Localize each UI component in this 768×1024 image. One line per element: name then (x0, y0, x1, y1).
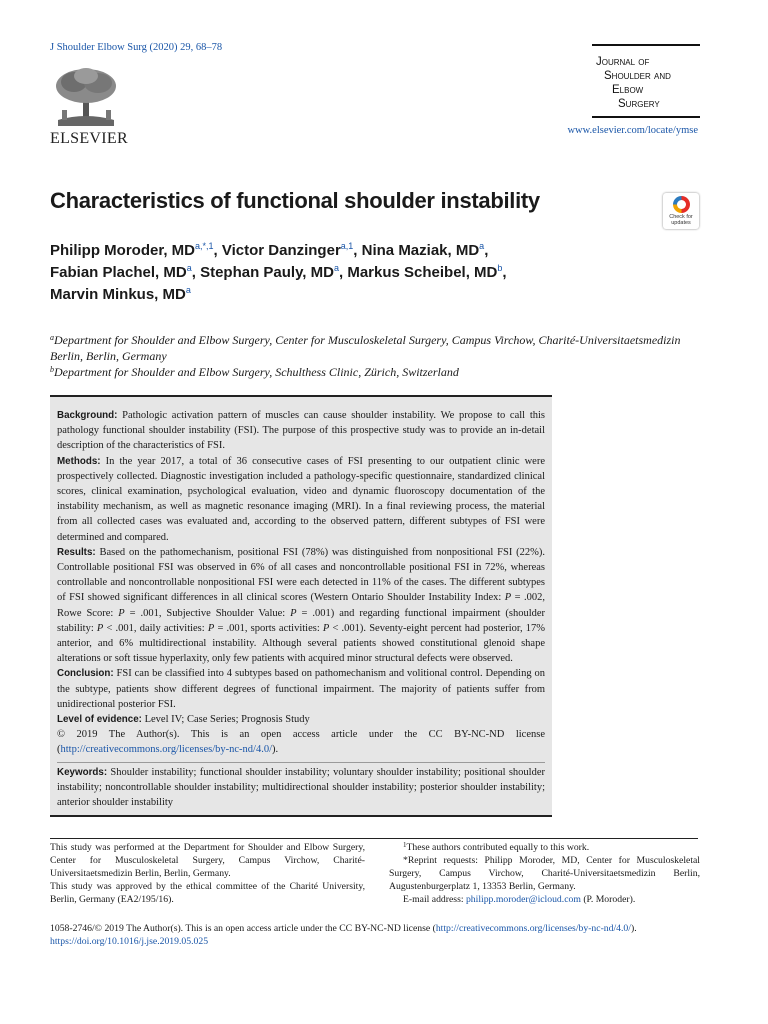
affiliation-a: $^a$Department for Shoulder and Elbow Surgery, Center for Musculoskeletal Surgery, Campus Virchow, Charité-Universitaetsmedizin Berlin, Berlin, Germany (50, 333, 681, 363)
author-affiliation-sup[interactable]: a (479, 241, 485, 251)
affiliation-b: $^b$Department for Shoulder and Elbow Surgery, Schulthess Clinic, Zürich, Switzerland (50, 365, 459, 379)
elsevier-tree-logo-icon (50, 66, 122, 128)
abstract-keywords: Keywords: Shoulder instability; functional shoulder instability; voluntary shoulder instability; positional shoulder instability; noncontrollable shoulder instability; multidirectional shoulder instability; posterior shoulder instability; anterior shoulder instability (57, 766, 546, 809)
publisher-name: ELSEVIER (50, 130, 128, 147)
footnote-ethics: This study was approved by the ethical committee of the Charité University, Berlin, Germany (EA2/195/16). (50, 881, 365, 905)
abstract-background: Background: Pathologic activation pattern of muscles can cause shoulder instability. We propose to call this pathology functional shoulder instability (FSI). The purpose of this prospective study was to provide an in-detail description of the characteristics of FSI. (57, 410, 545, 452)
author-name: Stephan Pauly, MD (200, 264, 334, 281)
journal-url-link[interactable]: www.elsevier.com/locate/ymse (567, 125, 698, 136)
author-affiliation-sup[interactable]: a,1 (340, 241, 354, 251)
journal-masthead (592, 44, 700, 118)
abstract-box (50, 395, 552, 817)
publication-info (50, 922, 710, 948)
keywords-divider (57, 762, 545, 763)
issn-license: 1058-2746/© 2019 The Author(s). This is an open access article under the CC BY-NC-ND license (http://creativecommons.org/licenses/by-nc-nd/4.0/). (50, 923, 637, 934)
footnotes-left (50, 841, 365, 906)
author-affiliation-sup[interactable]: a (186, 263, 192, 273)
doi-link[interactable]: https://doi.org/10.1016/j.jse.2019.05.025 (50, 936, 209, 947)
author-list: Philipp Moroder, $MD^{a,*,1}$, Victor Danzinger$^{a,1}$, Nina Maziak, $MD^a$, Fabian Plachel, $MD^a$, Stephan Pauly, $MD^a$, Markus Scheibel, $MD^b$, Marvin Minkus, $MD^a$ (50, 241, 507, 303)
license-link[interactable]: http://creativecommons.org/licenses/by-nc-nd/4.0/ (435, 923, 631, 934)
journal-name-line: Shoulder and (604, 70, 671, 82)
abstract-conclusion: Conclusion: FSI can be classified into 4 subtypes based on pathomechanism and volitional control. Depending on the subtype, patients show different degrees of functional impairment. The majority of patients suffer from unidirectional posterior FSI. (57, 668, 546, 710)
footnote-divider (50, 838, 698, 839)
journal-name-line: Journal of (596, 56, 650, 68)
journal-name-line: Elbow (612, 84, 644, 96)
badge-label: Check for updates (669, 214, 693, 226)
crossmark-icon (673, 196, 690, 213)
author-affiliation-sup[interactable]: a,*,1 (195, 241, 214, 251)
author-name: Marvin Minkus, MD (50, 286, 186, 303)
abstract-copyright: © 2019 The Author(s). This is an open access article under the CC BY-NC-ND license (http://creativecommons.org/licenses/by-nc-nd/4.0/). (57, 729, 545, 756)
author-name: Philipp Moroder, MD (50, 242, 195, 259)
abstract-methods: Methods: In the year 2017, a total of 36 consecutive cases of FSI presenting to our outpatient clinic were prospectively collected. Diagnostic investigation included a pathology-specific questionnaire, standardized clinical scores, clinical examination, psychological evaluation, video and dynamic fluoroscopy documentation of the instability mechanism, as well as magnetic resonance imaging (MRI). In a final reviewing process, the material from all collected cases was evaluated and, according to the observed pattern, different subtypes of FSI were determined and compared. (57, 455, 545, 543)
journal-name-line: Surgery (618, 98, 660, 110)
affiliations (50, 332, 690, 380)
check-for-updates-badge[interactable] (663, 193, 699, 229)
email-link[interactable]: philipp.moroder@icloud.com (465, 894, 581, 905)
journal-citation[interactable]: J Shoulder Elbow Surg (2020) 29, 68–78 (50, 42, 223, 53)
author-name: Markus Scheibel, MD (347, 264, 498, 281)
abstract-results: Results: Based on the pathomechanism, positional FSI (78%) was distinguished from nonpositional FSI (22%). Controllable positional FSI was observed in 6% of all cases and noncontrollable positional FSI in 72%, whereas controllable and noncontrollable nonpositional FSI were each detected in 11% of the cases. The different subtypes of FSI showed significant differences in all clinical scores (Western Ontario Shoulder Instability Index: P = .002, Rowe Score: P = .001, Subjective Shoulder Value: P = .001) and regarding functional impairment (shoulder stability: P < .001, daily activities: P = .001, sports activities: P < .001). Seventy-eight percent had posterior, 17% anterior, and 6% multidirectional instability. Although several patients showed constitutional glenoid shape alterations or soft tissue hyperlaxity, only few patients with acquired minor structural defects were observed. (57, 546, 546, 665)
author-affiliation-sup[interactable]: b (497, 263, 503, 273)
author-affiliation-sup[interactable]: a (333, 263, 339, 273)
license-link[interactable]: http://creativecommons.org/licenses/by-nc-nd/4.0/ (60, 744, 273, 756)
footnote-email: E-mail address: philipp.moroder@icloud.com (P. Moroder). (403, 894, 636, 905)
author-name: Victor Danzinger (221, 242, 341, 259)
author-affiliation-sup[interactable]: a (185, 285, 191, 295)
footnote-institution: This study was performed at the Department for Shoulder and Elbow Surgery, Center for Musculoskeletal Surgery, Campus Virchow, Charité-Universitaetsmedizin Berlin, Berlin, Germany. (50, 842, 365, 879)
footnote-equal-contribution: $^1$These authors contributed equally to this work. (403, 841, 590, 853)
abstract-text (57, 408, 545, 810)
author-name: Fabian Plachel, MD (50, 264, 187, 281)
footnotes-right (389, 841, 700, 906)
author-name: Nina Maziak, MD (361, 242, 480, 259)
footnote-reprint-requests: *Reprint requests: Philipp Moroder, MD, Center for Musculoskeletal Surgery, Campus Virchow, Charité-Universitaetsmedizin Berlin, Augustenburgerplatz 1, 13353 Berlin, Germany. (389, 855, 700, 892)
article-title: Characteristics of functional shoulder instability (50, 188, 540, 213)
abstract-level-of-evidence: Level of evidence: Level IV; Case Series; Prognosis Study (57, 714, 310, 726)
